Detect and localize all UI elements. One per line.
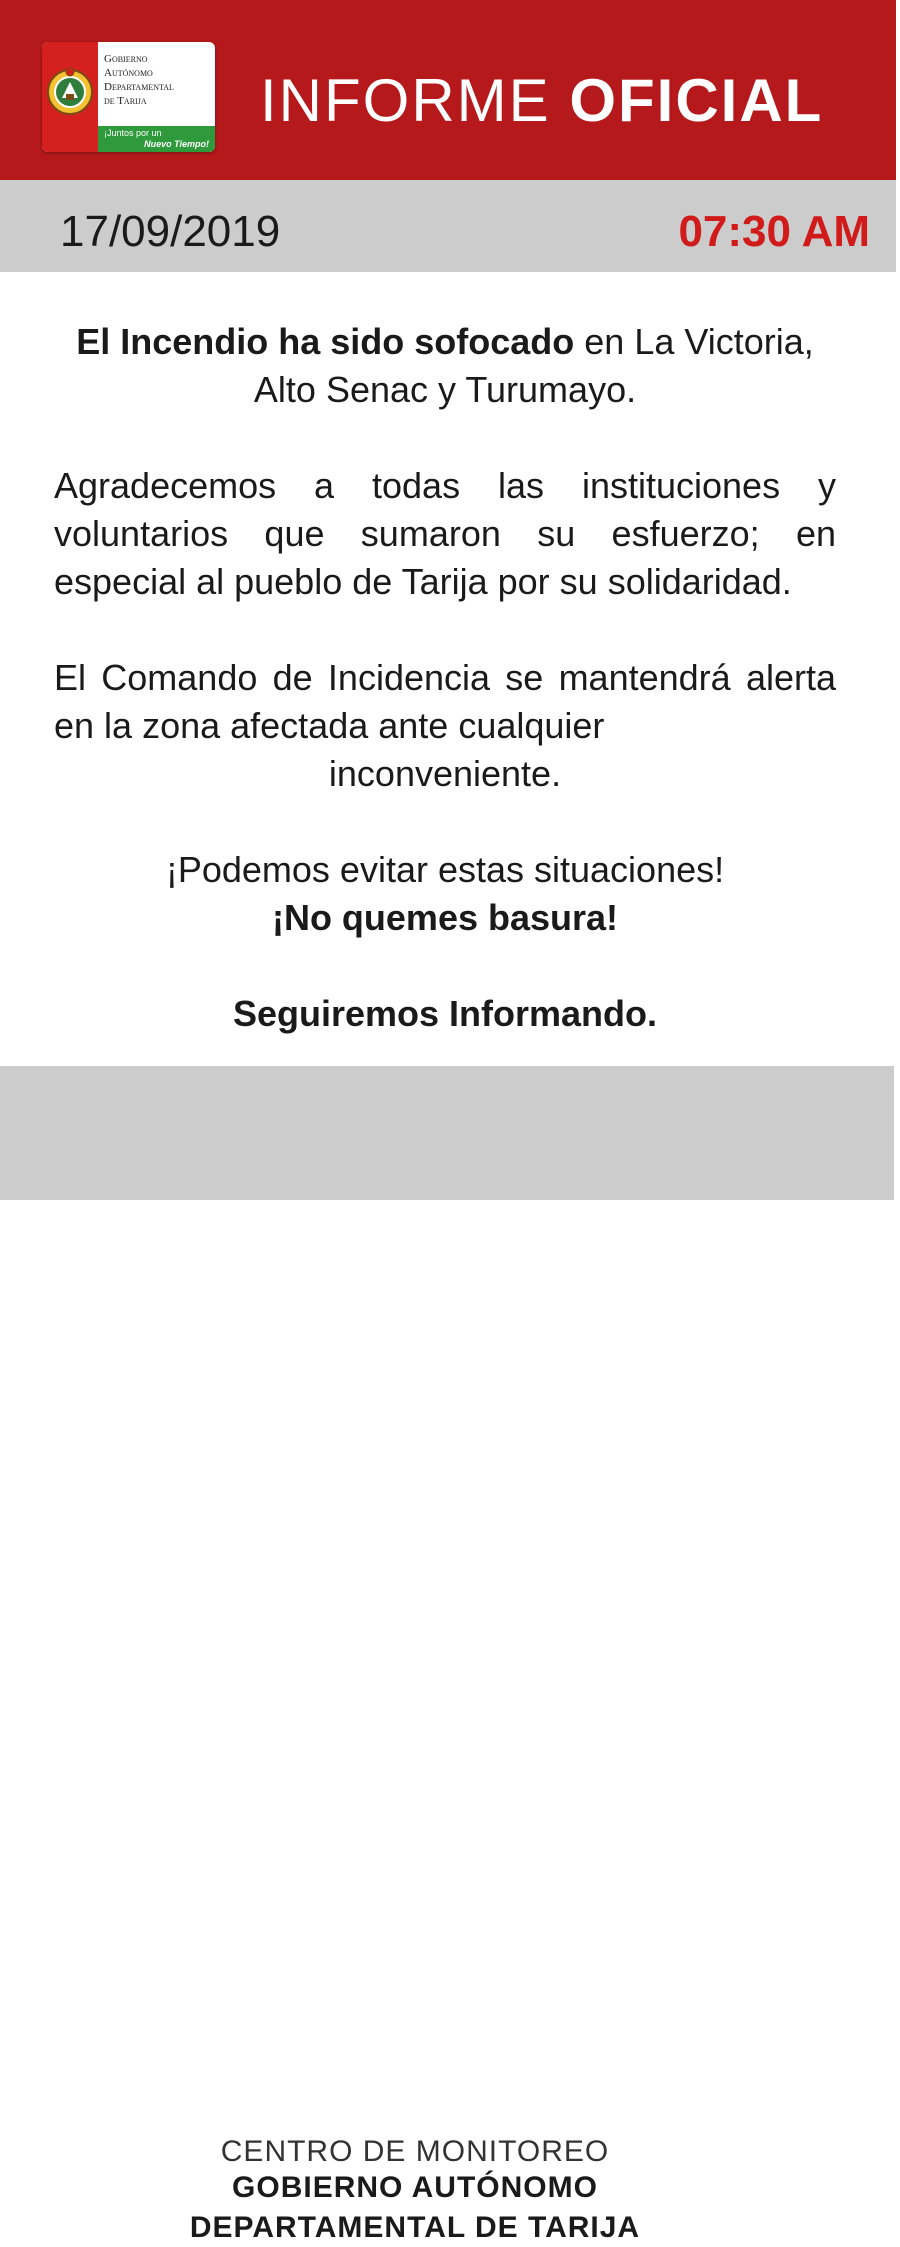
paragraph-thanks: Agradecemos a todas las instituciones y voluntarios que sumaron su esfuerzo; en especial al pueblo de Tarija por su solidaridad. bbox=[54, 465, 836, 602]
logo-org-name bbox=[104, 52, 214, 108]
closing-line: Seguiremos Informando. bbox=[232, 993, 658, 1034]
command-text: El Comando de Incidencia se mantendrá alerta en la zona afectada ante cualquier bbox=[54, 657, 836, 746]
footer-line2: GOBIERNO AUTÓNOMO bbox=[232, 2171, 598, 2204]
prevention-line: ¡Podemos evitar estas situaciones! bbox=[165, 849, 725, 890]
logo-org-line: Departamental bbox=[104, 81, 174, 93]
footer-line1: CENTRO DE MONITOREO bbox=[220, 2135, 610, 2168]
footer-line3: DEPARTAMENTAL DE TARIJA bbox=[189, 2211, 641, 2244]
logo-slogan-line2: Nuevo Tiempo! bbox=[144, 139, 209, 149]
fire-status-headline: El Incendio ha sido sofocado bbox=[76, 321, 575, 362]
title-light: INFORME bbox=[260, 67, 551, 134]
report-time: 07:30 AM bbox=[678, 207, 870, 256]
logo-org-line: de Tarija bbox=[104, 95, 147, 107]
title-bold: OFICIAL bbox=[569, 67, 824, 134]
logo-slogan bbox=[98, 126, 215, 152]
no-burn-line: ¡No quemes basura! bbox=[271, 897, 619, 938]
report-body bbox=[54, 318, 836, 1038]
paragraph-prevention bbox=[54, 846, 836, 942]
paragraph-fire-status bbox=[54, 318, 836, 414]
report-date: 17/09/2019 bbox=[60, 207, 281, 256]
paragraph-command bbox=[54, 654, 836, 798]
page-title bbox=[260, 66, 823, 136]
crest-icon bbox=[46, 64, 94, 120]
fire-status-locations: en La Victoria, Alto Senac y Turumayo. bbox=[253, 321, 814, 410]
logo-slogan-line1: ¡Juntos por un bbox=[104, 128, 162, 138]
crest-panel bbox=[42, 42, 98, 152]
government-logo bbox=[42, 42, 215, 152]
logo-org-line: Autónomo bbox=[104, 67, 153, 79]
logo-org-line: Gobierno bbox=[104, 53, 148, 65]
footer-bar bbox=[0, 1066, 894, 1200]
command-text-last: inconveniente. bbox=[328, 753, 562, 794]
